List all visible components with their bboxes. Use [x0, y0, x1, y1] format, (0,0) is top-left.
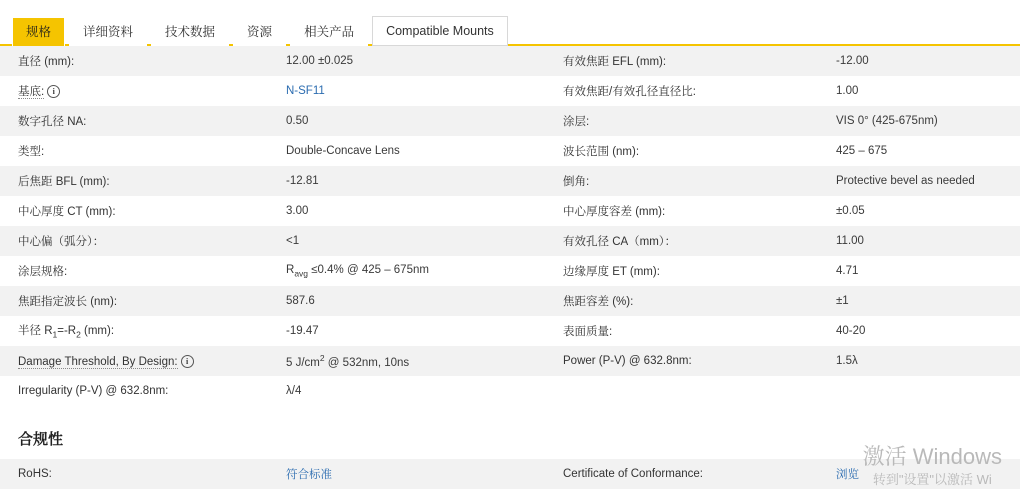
spec-label-text: Irregularity (P-V) @ 632.8nm:	[18, 385, 169, 397]
compliance-label-text: RoHS:	[18, 468, 52, 480]
spec-value-text: VIS 0° (425-675nm)	[836, 115, 938, 127]
tab-label: 相关产品	[304, 25, 355, 39]
tab-details[interactable]	[69, 17, 147, 46]
spec-label	[541, 316, 818, 346]
spec-value	[268, 106, 541, 136]
spec-label-empty	[541, 376, 818, 406]
spec-value-text: Protective bevel as needed	[836, 175, 975, 187]
spec-label	[541, 196, 818, 226]
spec-value	[268, 136, 541, 166]
table-row	[0, 226, 1020, 256]
spec-label	[0, 226, 268, 256]
spec-label	[0, 46, 268, 76]
spec-value-text: 3.00	[286, 205, 309, 217]
compliance-label	[541, 459, 818, 489]
spec-label-text: 边缘厚度 ET (mm):	[563, 266, 660, 278]
spec-label	[541, 226, 818, 256]
table-row	[0, 166, 1020, 196]
tab-bar	[0, 0, 1020, 46]
spec-value-text: 12.00 ±0.025	[286, 55, 354, 67]
compliance-value	[268, 459, 541, 489]
spec-value	[268, 46, 541, 76]
spec-label-text: 中心偏（弧分）：	[18, 236, 105, 248]
spec-label-text: 基底:	[18, 86, 45, 98]
table-row	[0, 256, 1020, 286]
spec-label-text: 表面质量:	[563, 326, 613, 338]
spec-label-text: 倒角:	[563, 176, 590, 188]
watermark-line-2: 转到"设置"以激活 Wi	[872, 472, 992, 487]
spec-value	[268, 286, 541, 316]
compliance-value	[818, 459, 1020, 489]
spec-value	[818, 286, 1020, 316]
spec-value-text: 5 $J/cm^2$ @ 532nm, 10ns	[286, 353, 410, 369]
spec-label-text: 涂层规格:	[18, 266, 68, 278]
table-row	[0, 376, 1020, 406]
watermark-line-1: 激活 Windows	[862, 444, 1002, 469]
spec-value-text: 425 – 675	[836, 145, 888, 157]
table-row	[0, 346, 1020, 376]
spec-label	[0, 316, 268, 346]
spec-label	[541, 46, 818, 76]
spec-value	[268, 226, 541, 256]
spec-value	[818, 256, 1020, 286]
spec-label-text: 有效焦距 EFL (mm):	[563, 56, 667, 68]
table-row	[0, 76, 1020, 106]
spec-label-text: 涂层:	[563, 116, 590, 128]
spec-label-text: 直径 (mm):	[18, 56, 75, 68]
spec-value	[818, 46, 1020, 76]
compliance-label-text: Certificate of Conformance:	[563, 468, 703, 480]
spec-value-text: -12.00	[836, 55, 869, 67]
table-row	[0, 136, 1020, 166]
spec-label	[0, 136, 268, 166]
table-row	[0, 459, 1020, 489]
spec-value-text: -19.47	[286, 325, 319, 337]
spec-label	[0, 166, 268, 196]
spec-label	[541, 166, 818, 196]
spec-label-text: Damage Threshold, By Design:	[18, 355, 178, 368]
table-row	[0, 46, 1020, 76]
spec-value-text: ±0.05	[836, 205, 865, 217]
specifications-table	[0, 46, 1020, 406]
tab-technical-data[interactable]	[151, 17, 229, 46]
spec-value	[818, 196, 1020, 226]
spec-label-text: 类型:	[18, 146, 45, 158]
tab-compatible-mounts[interactable]	[372, 16, 508, 46]
spec-value-text: 587.6	[286, 295, 315, 307]
spec-label-text: 有效孔径 CA（mm）：	[563, 236, 677, 248]
tab-label: 资源	[247, 25, 273, 39]
spec-label-text: 中心厚度 CT (mm):	[18, 206, 116, 218]
spec-value-text: 1.5λ	[836, 355, 858, 367]
tab-label: Compatible Mounts	[386, 24, 494, 38]
substrate-link[interactable]: N-SF11	[286, 85, 325, 97]
spec-label-text: 有效焦距/有效孔径直径比:	[563, 86, 696, 98]
spec-value	[268, 76, 541, 106]
spec-label	[0, 346, 268, 376]
spec-label	[541, 346, 818, 376]
spec-value	[818, 106, 1020, 136]
spec-label-text: Power (P-V) @ 632.8nm:	[563, 355, 692, 367]
spec-value	[268, 196, 541, 226]
spec-value	[268, 376, 541, 406]
table-row	[0, 106, 1020, 136]
spec-value-empty	[818, 376, 1020, 406]
tab-specifications[interactable]	[12, 17, 65, 46]
spec-value-text: -12.81	[286, 175, 319, 187]
spec-value-text: $R_{avg} \le 0.4\%$ @ 425 – 675nm	[286, 263, 429, 279]
spec-label-text: 焦距指定波长 (nm):	[18, 296, 118, 308]
spec-label-text: 半径 $R_1=-R_2$ (mm):	[18, 325, 115, 340]
spec-label-text: 后焦距 BFL (mm):	[18, 176, 110, 188]
spec-value-text: λ/4	[286, 385, 302, 397]
spec-value-text: Double-Concave Lens	[286, 145, 400, 157]
compliance-section-title: 合规性	[18, 431, 64, 448]
spec-label	[0, 376, 268, 406]
spec-label	[0, 76, 268, 106]
info-icon[interactable]: i	[181, 355, 194, 368]
spec-value	[818, 346, 1020, 376]
spec-label-text: 波长范围 (nm):	[563, 146, 640, 158]
spec-value-text: 11.00	[836, 235, 864, 247]
compliance-table	[0, 459, 1020, 489]
info-icon[interactable]: i	[47, 85, 60, 98]
tab-resources[interactable]	[233, 17, 286, 46]
spec-value-text: ±1	[836, 295, 849, 307]
spec-value	[818, 136, 1020, 166]
spec-label	[0, 106, 268, 136]
table-row	[0, 316, 1020, 346]
spec-value	[818, 166, 1020, 196]
certificate-of-conformance-link[interactable]: 浏览	[836, 469, 859, 481]
spec-value-text: <1	[286, 235, 300, 247]
spec-value	[268, 166, 541, 196]
spec-value	[268, 316, 541, 346]
rohs-compliance-link[interactable]: 符合标准	[286, 469, 332, 481]
spec-label	[0, 256, 268, 286]
spec-label	[541, 106, 818, 136]
tab-label: 规格	[26, 25, 52, 39]
table-row	[0, 196, 1020, 226]
spec-value-text: 40-20	[836, 325, 866, 337]
spec-label	[541, 256, 818, 286]
spec-label	[0, 196, 268, 226]
spec-value	[268, 346, 541, 376]
spec-value-text: 1.00	[836, 85, 859, 97]
spec-label	[0, 286, 268, 316]
tab-related-products[interactable]	[290, 17, 368, 46]
spec-label	[541, 76, 818, 106]
spec-label-text: 焦距容差 (%):	[563, 296, 634, 308]
spec-value	[268, 256, 541, 286]
spec-value	[818, 76, 1020, 106]
tab-label: 技术数据	[165, 25, 216, 39]
spec-label	[541, 286, 818, 316]
spec-label-text: 数字孔径 NA:	[18, 116, 87, 128]
tab-label: 详细资料	[83, 25, 134, 39]
spec-label-text: 中心厚度容差 (mm):	[563, 206, 666, 218]
spec-value-text: 0.50	[286, 115, 309, 127]
spec-label	[541, 136, 818, 166]
spec-value	[818, 226, 1020, 256]
compliance-label	[0, 459, 268, 489]
spec-value-text: 4.71	[836, 265, 859, 277]
spec-value	[818, 316, 1020, 346]
table-row	[0, 286, 1020, 316]
